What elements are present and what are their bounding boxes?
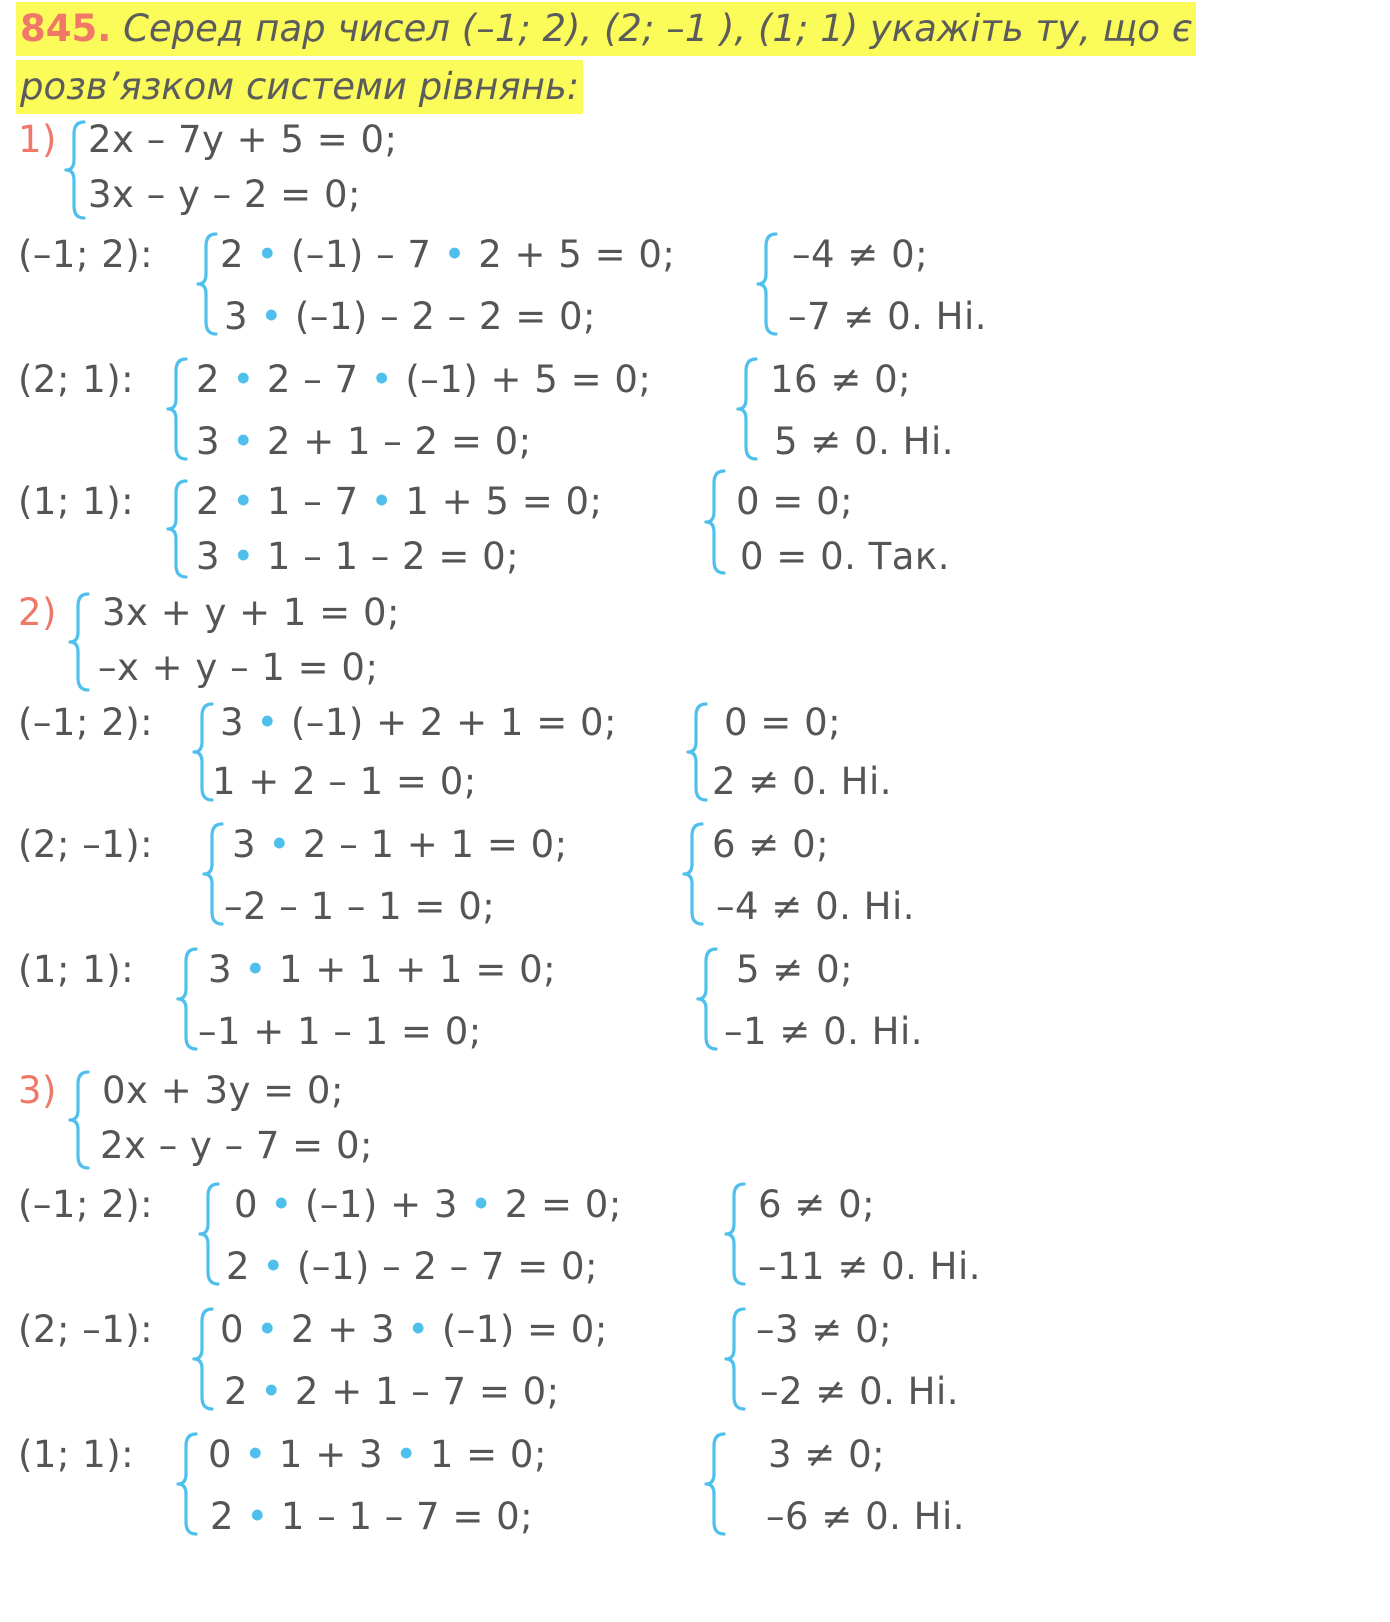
multiply-dot: • — [256, 233, 279, 276]
pair-label: (2; –1): — [18, 1308, 154, 1351]
header-line-1 — [16, 2, 1196, 56]
multiply-dot: • — [260, 1370, 283, 1413]
multiply-dot: • — [244, 1433, 267, 1476]
result-1: –4 ≠ 0; — [792, 233, 929, 276]
result-2: –2 ≠ 0. Ні. — [760, 1370, 959, 1413]
brace-icon — [676, 820, 706, 928]
pair-label: (–1; 2): — [18, 701, 154, 744]
multiply-dot: • — [256, 1308, 279, 1351]
result-1: –3 ≠ 0; — [756, 1308, 893, 1351]
result-1: 3 ≠ 0; — [768, 1433, 886, 1476]
brace-icon — [718, 1180, 748, 1288]
result-2: 2 ≠ 0. Ні. — [712, 760, 892, 803]
header-line-2 — [16, 60, 583, 114]
substitution-2: 2 • 2 + 1 – 7 = 0; — [224, 1370, 560, 1413]
multiply-dot: • — [268, 823, 291, 866]
multiply-dot: • — [232, 535, 255, 578]
exercise-text-1: Серед пар чисел (–1; 2), (2; –1 ), (1; 1) укажіть ту, що є — [123, 7, 1193, 50]
pair-label: (–1; 2): — [18, 233, 154, 276]
brace-icon — [186, 1305, 216, 1413]
pair-label: (1; 1): — [18, 948, 135, 991]
multiply-dot: • — [270, 1183, 293, 1226]
substitution-1: 2 • 2 – 7 • (–1) + 5 = 0; — [196, 358, 652, 401]
substitution-2: 1 + 2 – 1 = 0; — [212, 760, 477, 803]
exercise-text-2: розв’язком системи рівнянь: — [20, 65, 580, 108]
pair-label: (–1; 2): — [18, 1183, 154, 1226]
multiply-dot: • — [232, 480, 255, 523]
substitution-2: 3 • 2 + 1 – 2 = 0; — [196, 420, 532, 463]
system-label: 1) — [18, 118, 57, 161]
brace-icon — [718, 1305, 748, 1413]
substitution-1: 2 • 1 – 7 • 1 + 5 = 0; — [196, 480, 603, 523]
result-2: –6 ≠ 0. Ні. — [766, 1495, 965, 1538]
system-equation-2: 2x – y – 7 = 0; — [100, 1124, 373, 1167]
substitution-2: 3 • 1 – 1 – 2 = 0; — [196, 535, 520, 578]
brace-icon — [750, 230, 780, 338]
result-2: 0 = 0. Так. — [740, 535, 951, 578]
substitution-1: 3 • 2 – 1 + 1 = 0; — [232, 823, 568, 866]
brace-icon — [698, 467, 728, 577]
substitution-2: 2 • (–1) – 2 – 7 = 0; — [226, 1245, 598, 1288]
pair-label: (1; 1): — [18, 480, 135, 523]
substitution-2: –1 + 1 – 1 = 0; — [198, 1010, 482, 1053]
multiply-dot: • — [244, 948, 267, 991]
multiply-dot: • — [370, 358, 394, 401]
multiply-dot: • — [232, 358, 255, 401]
pair-label: (2; –1): — [18, 823, 154, 866]
multiply-dot: • — [256, 701, 279, 744]
system-equation-1: 0x + 3y = 0; — [102, 1069, 344, 1112]
substitution-2: 2 • 1 – 1 – 7 = 0; — [210, 1495, 534, 1538]
brace-icon — [730, 355, 760, 463]
substitution-1: 0 • 1 + 3 • 1 = 0; — [208, 1433, 547, 1476]
brace-icon — [698, 1430, 728, 1538]
result-1: 0 = 0; — [724, 701, 842, 744]
system-label: 3) — [18, 1069, 57, 1112]
multiply-dot: • — [470, 1183, 493, 1226]
system-equation-1: 3x + y + 1 = 0; — [102, 591, 400, 634]
result-1: 6 ≠ 0; — [712, 823, 830, 866]
substitution-2: 3 • (–1) – 2 – 2 = 0; — [224, 295, 596, 338]
result-1: 5 ≠ 0; — [736, 948, 854, 991]
brace-icon — [192, 1180, 222, 1288]
result-1: 0 = 0; — [736, 480, 854, 523]
pair-label: (2; 1): — [18, 358, 135, 401]
substitution-1: 3 • (–1) + 2 + 1 = 0; — [220, 701, 617, 744]
brace-icon — [160, 477, 190, 581]
multiply-dot: • — [260, 295, 283, 338]
result-2: –11 ≠ 0. Ні. — [758, 1245, 982, 1288]
multiply-dot: • — [262, 1245, 285, 1288]
brace-icon — [680, 700, 710, 804]
brace-icon — [58, 118, 88, 222]
system-equation-2: –x + y – 1 = 0; — [98, 646, 379, 689]
pair-label: (1; 1): — [18, 1433, 135, 1476]
substitution-2: –2 – 1 – 1 = 0; — [224, 885, 496, 928]
exercise-header — [16, 2, 1386, 118]
multiply-dot: • — [407, 1308, 430, 1351]
result-1: 6 ≠ 0; — [758, 1183, 876, 1226]
substitution-1: 0 • 2 + 3 • (–1) = 0; — [220, 1308, 608, 1351]
brace-icon — [190, 230, 220, 338]
brace-icon — [160, 355, 190, 463]
substitution-1: 2 • (–1) – 7 • 2 + 5 = 0; — [220, 233, 676, 276]
brace-icon — [196, 820, 226, 928]
multiply-dot: • — [443, 233, 466, 276]
result-2: –4 ≠ 0. Ні. — [716, 885, 915, 928]
brace-icon — [62, 1068, 92, 1172]
brace-icon — [62, 590, 92, 694]
multiply-dot: • — [246, 1495, 269, 1538]
brace-icon — [170, 945, 200, 1053]
substitution-1: 0 • (–1) + 3 • 2 = 0; — [234, 1183, 622, 1226]
brace-icon — [690, 945, 720, 1053]
result-2: –1 ≠ 0. Ні. — [724, 1010, 923, 1053]
system-label: 2) — [18, 591, 57, 634]
brace-icon — [170, 1430, 200, 1538]
result-2: –7 ≠ 0. Ні. — [788, 295, 987, 338]
substitution-1: 3 • 1 + 1 + 1 = 0; — [208, 948, 557, 991]
exercise-number: 845. — [20, 7, 112, 50]
result-2: 5 ≠ 0. Ні. — [774, 420, 954, 463]
multiply-dot: • — [370, 480, 394, 523]
system-equation-1: 2x – 7y + 5 = 0; — [88, 118, 398, 161]
system-equation-2: 3x – y – 2 = 0; — [88, 173, 361, 216]
result-1: 16 ≠ 0; — [770, 358, 912, 401]
multiply-dot: • — [395, 1433, 418, 1476]
multiply-dot: • — [232, 420, 255, 463]
